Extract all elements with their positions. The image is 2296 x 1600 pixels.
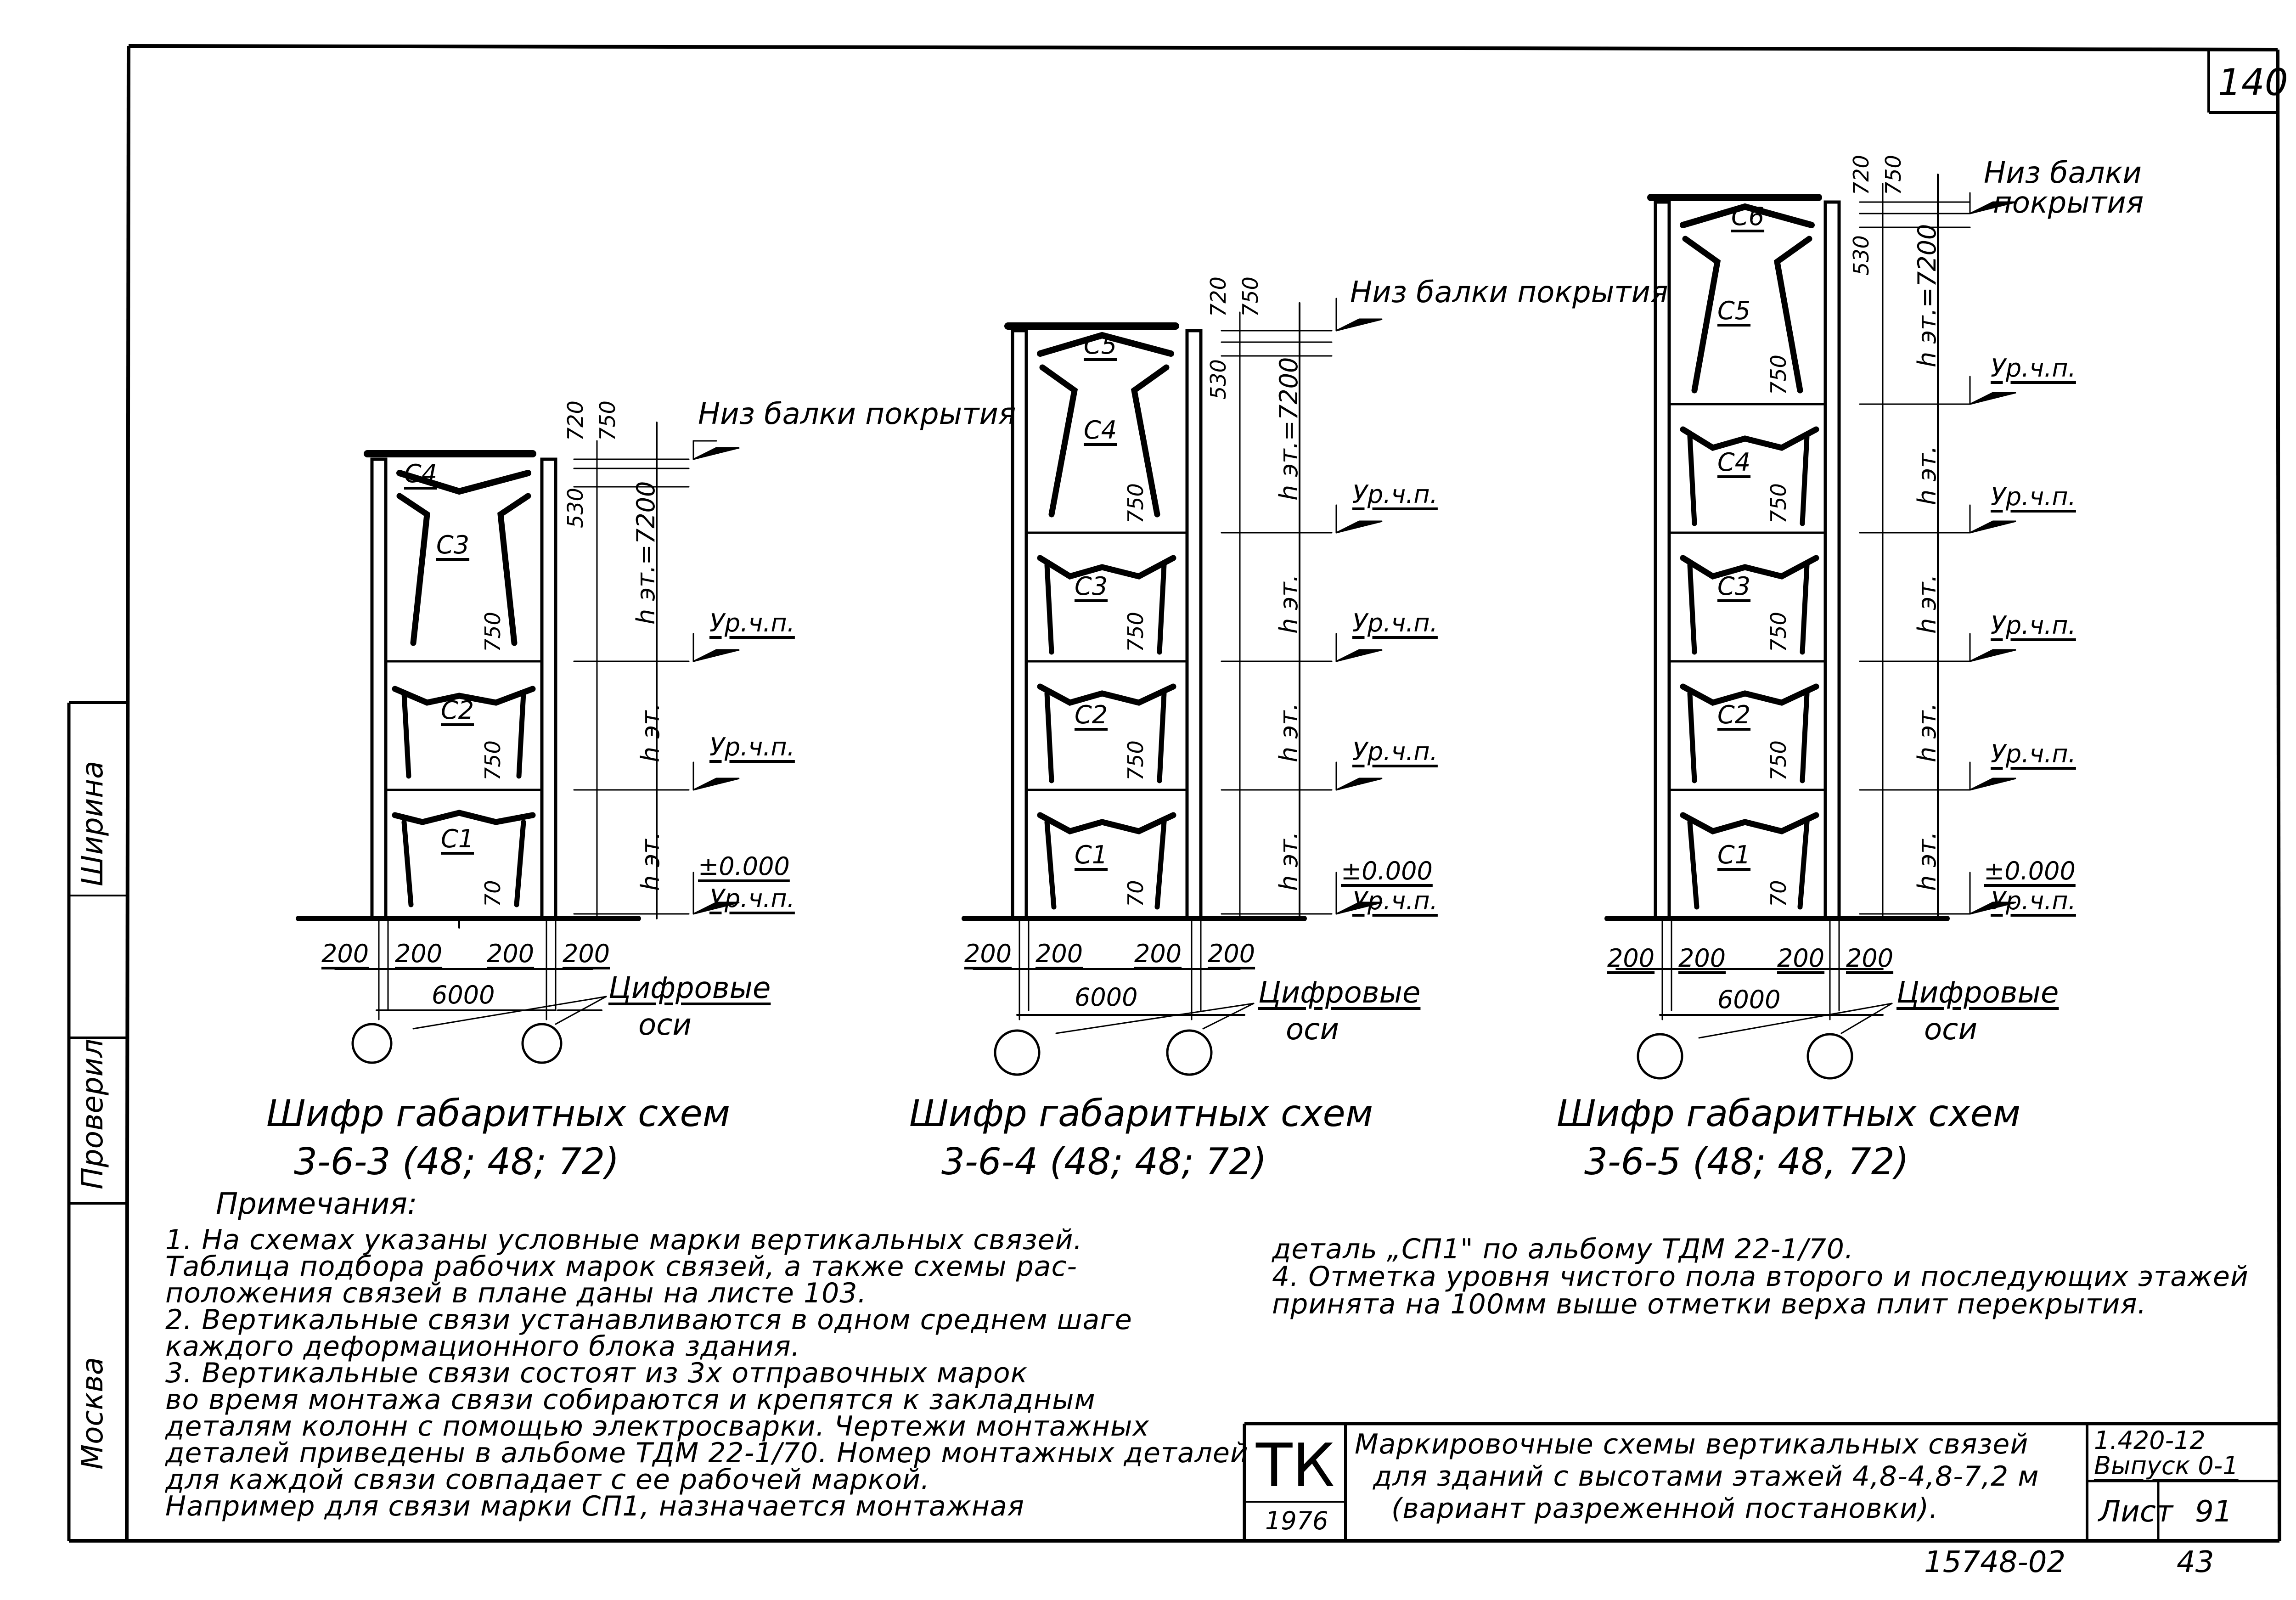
h-floor-top-2: h эт.=7200: [1274, 357, 1303, 501]
floor-level-2a: Ур.ч.п.: [1352, 480, 1438, 509]
floor-level-3e: Ур.ч.п.: [1991, 886, 2076, 915]
archive-no: 15748-02: [1924, 1545, 2066, 1579]
note-line: деталям колонн с помощью электросварки. Чертежи монтажных: [165, 1410, 1149, 1442]
sheet-title-2: для зданий с высотами этажей 4,8-4,8-7,2 м: [1373, 1460, 2039, 1493]
floor-level-2c: Ур.ч.п.: [1352, 737, 1438, 766]
note-line: Таблица подбора рабочих марок связей, а также схемы рас-: [165, 1251, 1078, 1283]
dim-200-2a: 200: [964, 939, 1012, 968]
floor-level-2d: Ур.ч.п.: [1352, 886, 1438, 915]
note-line: 3. Вертикальные связи состоят из 3х отправочных марок: [165, 1357, 1028, 1389]
note-line: 1. На схемах указаны условные марки вертикальных связей.: [165, 1224, 1083, 1256]
dim-750-1b: 750: [480, 612, 505, 652]
note-line: во время монтажа связи собираются и крепятся к закладным: [165, 1384, 1096, 1416]
notes-heading: Примечания:: [216, 1187, 417, 1221]
dim-200-3d: 200: [1846, 944, 1894, 973]
dim-6000-3: 6000: [1717, 985, 1781, 1014]
side-stamp-checked: Проверил: [76, 1038, 110, 1189]
note-line: принята на 100мм выше отметки верха плит перекрытия.: [1272, 1288, 2147, 1320]
brace-c5-3: С5: [1717, 296, 1751, 325]
roof-beam-label-2: Низ балки покрытия: [1350, 276, 1668, 310]
page-number: 140: [2218, 61, 2288, 104]
brace-c3-3: С3: [1717, 572, 1751, 601]
dim-200-1a: 200: [321, 939, 369, 968]
dim-200-1b: 200: [395, 939, 443, 968]
sheet-no: 91: [2195, 1495, 2233, 1529]
dim-750-3b: 750: [1766, 355, 1791, 395]
dim-200-2c: 200: [1134, 939, 1182, 968]
brace-c1-1: С1: [441, 824, 474, 853]
floor-level-3d: Ур.ч.п.: [1991, 739, 2076, 768]
dim-750-3c: 750: [1766, 483, 1791, 524]
brace-c1-3: С1: [1717, 840, 1751, 869]
scheme-code-2: 3-6-4 (48; 48; 72): [941, 1140, 1267, 1183]
brace-c3-1: С3: [436, 530, 470, 559]
notes-right: [1272, 1235, 2249, 1318]
axes-label-2b: оси: [1286, 1013, 1339, 1047]
dim-200-2b: 200: [1035, 939, 1083, 968]
note-line: 4. Отметка уровня чистого пола второго и последующих этажей: [1272, 1261, 2249, 1293]
axes-label-1b: оси: [638, 1008, 692, 1042]
note-line: 2. Вертикальные связи устанавливаются в одном среднем шаге: [165, 1304, 1132, 1336]
sheet-title-1: Маркировочные схемы вертикальных связей: [1355, 1428, 2029, 1460]
axes-label-2a: Цифровые: [1258, 976, 1421, 1010]
h-floor-3c: h эт.: [1913, 703, 1941, 762]
brace-c4-2: С4: [1084, 416, 1117, 445]
h-floor-top-3: h эт.=7200: [1913, 224, 1941, 367]
note-line: деталь „СП1" по альбому ТДМ 22-1/70.: [1272, 1233, 1854, 1265]
scheme-title-2: Шифр габаритных схем: [909, 1092, 1373, 1135]
dim-750-3: 750: [1881, 155, 1906, 195]
brace-c2-1: С2: [441, 696, 474, 725]
h-floor-2a: h эт.: [1274, 574, 1303, 634]
roof-beam-label-1: Низ балки покрытия: [698, 397, 1016, 431]
dim-200-3c: 200: [1777, 944, 1825, 973]
year: 1976: [1265, 1506, 1328, 1535]
h-floor-top-1: h эт.=7200: [631, 481, 660, 625]
dim-750-2b: 750: [1123, 483, 1148, 524]
dim-70-1: 70: [480, 880, 505, 907]
brace-c4-3: С4: [1717, 448, 1751, 477]
brace-c2-3: С2: [1717, 700, 1751, 729]
scheme-title-3: Шифр габаритных схем: [1557, 1092, 2021, 1135]
brace-c2-2: С2: [1075, 700, 1108, 729]
dim-200-3a: 200: [1607, 944, 1655, 973]
brace-c1-2: С1: [1075, 840, 1108, 869]
frame-scheme-3: [1607, 175, 2016, 1078]
dim-750-3e: 750: [1766, 740, 1791, 781]
floor-level-1b: Ур.ч.п.: [709, 732, 795, 761]
dim-750-2: 750: [1238, 276, 1263, 317]
dim-70-2: 70: [1123, 880, 1148, 907]
zero-mark-3: ±0.000: [1984, 856, 2076, 885]
dim-720-3: 720: [1849, 155, 1874, 195]
org-mark: ТК: [1256, 1431, 1335, 1500]
brace-c4-1: С4: [404, 459, 438, 488]
dim-750-1: 750: [595, 400, 620, 441]
note-line: положения связей в плане даны на листе 103.: [165, 1277, 867, 1309]
floor-level-3b: Ур.ч.п.: [1991, 482, 2076, 511]
sheet-label: Лист: [2099, 1495, 2173, 1529]
brace-c5-2: С5: [1084, 331, 1117, 360]
issue: Выпуск 0-1: [2094, 1451, 2239, 1480]
zero-mark-1: ±0.000: [698, 852, 790, 881]
dim-200-1c: 200: [487, 939, 535, 968]
dim-530-3: 530: [1849, 235, 1874, 276]
side-stamp-width: Ширина: [76, 761, 110, 886]
note-line: каждого деформационного блока здания.: [165, 1330, 800, 1363]
note-line: Например для связи марки СП1, назначается монтажная: [165, 1490, 1024, 1522]
notes-left: [165, 1224, 1249, 1522]
zero-mark-2: ±0.000: [1341, 856, 1433, 885]
dim-750-1c: 750: [480, 740, 505, 781]
dim-720-2: 720: [1206, 276, 1231, 317]
dim-750-2c: 750: [1123, 612, 1148, 652]
scheme-title-1: Шифр габаритных схем: [266, 1092, 731, 1135]
side-stamp-city: Москва: [76, 1357, 110, 1470]
axes-label-1a: Цифровые: [608, 971, 771, 1005]
h-floor-3a: h эт.: [1913, 445, 1941, 505]
sheet-title-3: (вариант разреженной постановки).: [1391, 1493, 1939, 1525]
dim-6000-2: 6000: [1075, 983, 1138, 1012]
dim-200-2d: 200: [1208, 939, 1255, 968]
dim-530-2: 530: [1206, 359, 1231, 400]
floor-level-3a: Ур.ч.п.: [1991, 354, 2076, 383]
dim-530-1: 530: [563, 488, 588, 528]
roof-beam-label-3a: Низ балки: [1984, 156, 2142, 190]
dim-70-3: 70: [1766, 880, 1791, 907]
note-line: деталей приведены в альбоме ТДМ 22-1/70. Номер монтажных деталей: [165, 1437, 1249, 1469]
floor-level-2b: Ур.ч.п.: [1352, 608, 1438, 637]
brace-c3-2: С3: [1075, 572, 1108, 601]
scheme-code-3: 3-6-5 (48; 48, 72): [1584, 1140, 1909, 1183]
dim-200-1d: 200: [563, 939, 610, 968]
scheme-code-1: 3-6-3 (48; 48; 72): [294, 1140, 619, 1183]
copy-no: 43: [2177, 1545, 2214, 1579]
h-floor-2c: h эт.: [1274, 831, 1303, 891]
h-floor-3d: h эт.: [1913, 831, 1941, 891]
brace-c6-3: С6: [1731, 202, 1765, 231]
roof-beam-label-3b: покрытия: [1993, 186, 2144, 220]
h-floor-3b: h эт.: [1913, 574, 1941, 634]
floor-level-3c: Ур.ч.п.: [1991, 611, 2076, 640]
note-line: для каждой связи совпадает с ее рабочей маркой.: [165, 1464, 930, 1496]
floor-level-1c: Ур.ч.п.: [709, 884, 795, 913]
h-floor-1b: h эт.: [636, 831, 665, 891]
dim-6000-1: 6000: [432, 980, 495, 1009]
dim-720-1: 720: [563, 400, 588, 441]
dim-750-2d: 750: [1123, 740, 1148, 781]
axes-label-3a: Цифровые: [1896, 976, 2059, 1010]
axes-label-3b: оси: [1924, 1013, 1977, 1047]
dim-200-3b: 200: [1678, 944, 1726, 973]
dim-750-3d: 750: [1766, 612, 1791, 652]
doc-code: 1.420-12: [2094, 1426, 2206, 1455]
floor-level-1a: Ур.ч.п.: [709, 608, 795, 637]
h-floor-1a: h эт.: [636, 703, 665, 762]
h-floor-2b: h эт.: [1274, 703, 1303, 762]
